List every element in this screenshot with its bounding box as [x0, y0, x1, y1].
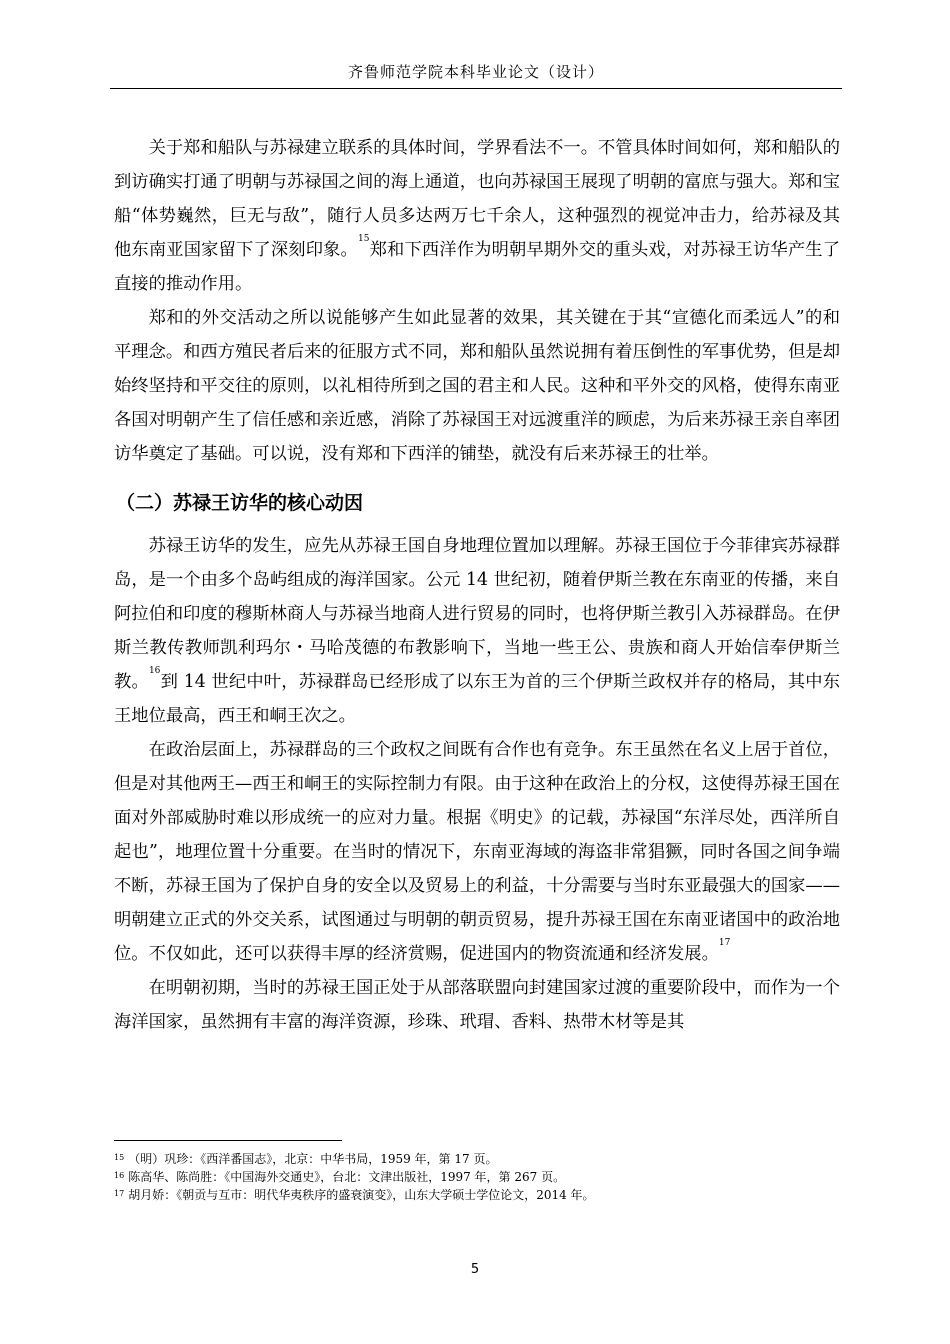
paragraph-text: 郑和的外交活动之所以说能够产生如此显著的效果，其关键在于其“宣德化而柔远人”的和平理念。和西方殖民者后来的征服方式不同，郑和船队虽然说拥有着压倒性的军事优势，但是却始终坚持和平交往的原则，以礼相待所到之国的君主和人民。这种和平外交的风格，使得东南亚各国对明朝产生了信任感和亲近感，消除了苏禄国王对远渡重洋的顾虑，为后来苏禄王亲自率团访华奠定了基础。可以说，没有郑和下西洋的铺垫，就没有后来苏禄王的壮举。	[114, 308, 840, 464]
paragraph-early-ming	[114, 971, 840, 1039]
footnote-number: 17	[114, 1189, 125, 1198]
paragraph-sulu-politics	[114, 733, 840, 971]
paragraph-text: 苏禄王访华的发生，应先从苏禄王国自身地理位置加以理解。苏禄王国位于今菲律宾苏禄群岛，是一个由多个岛屿组成的海洋国家。公元 14 世纪初，随着伊斯兰教在东南亚的传播，来自阿拉伯和印度的穆斯林商人与苏禄当地商人进行贸易的同时，也将伊斯兰教引入苏禄群岛。在伊斯兰教传教师凯利玛尔・马哈茂德的布教影响下，当地一些王公、贵族和商人开始信奉伊斯兰教。	[114, 536, 840, 692]
footnote-text: 胡月娇：《朝贡与互市：明代华夷秩序的盛衰演变》，山东大学硕士学位论文，2014 年。	[128, 1188, 595, 1202]
paragraph-text: 在明朝初期，当时的苏禄王国正处于从部落联盟向封建国家过渡的重要阶段中，而作为一个海洋国家，虽然拥有丰富的海洋资源，珍珠、玳瑁、香料、热带木材等是其	[114, 978, 840, 1032]
paragraph-text-tail: 到 14 世纪中叶，苏禄群岛已经形成了以东王为首的三个伊斯兰政权并存的格局，其中东王地位最高，西王和峒王次之。	[114, 672, 840, 726]
paragraph-text: 关于郑和船队与苏禄建立联系的具体时间，学界看法不一。不管具体时间如何，郑和船队的到访确实打通了明朝与苏禄国之间的海上通道，也向苏禄国王展现了明朝的富庶与强大。郑和宝船“体势巍然，巨无与敌”，随行人员多达两万七千余人，这种强烈的视觉冲击力，给苏禄及其他东南亚国家留下了深刻印象。	[114, 138, 840, 260]
header-divider	[110, 88, 842, 89]
footnote-15	[114, 1150, 840, 1168]
paragraph-sulu-geography	[114, 529, 840, 733]
page-number: 5	[470, 1262, 480, 1277]
paragraph-text: 在政治层面上，苏禄群岛的三个政权之间既有合作也有竞争。东王虽然在名义上居于首位，但是对其他两王—西王和峒王的实际控制力有限。由于这种在政治上的分权，这使得苏禄王国在面对外部威胁时难以形成统一的应对力量。根据《明史》的记载，苏禄国“东洋尽处，西洋所自起也”，地理位置十分重要。在当时的情况下，东南亚海域的海盗非常猖獗，同时各国之间争端不断，苏禄王国为了保护自身的安全以及贸易上的利益，十分需要与当时东亚最强大的国家——明朝建立正式的外交关系，试图通过与明朝的朝贡贸易，提升苏禄王国在东南亚诸国中的政治地位。不仅如此，还可以获得丰厚的经济赏赐，促进国内的物资流通和经济发展。	[114, 740, 840, 964]
section-heading: （二）苏禄王访华的核心动因	[116, 492, 364, 514]
footnote-number: 15	[114, 1153, 125, 1162]
footnote-17	[114, 1186, 840, 1204]
footnote-number: 16	[114, 1171, 125, 1180]
footnote-text: （明）巩珍：《西洋番国志》，北京：中华书局，1959 年，第 17 页。	[128, 1152, 498, 1166]
footnote-ref-16[interactable]: 16	[148, 666, 161, 676]
paragraph-text-tail: 郑和下西洋作为明朝早期外交的重头戏，对苏禄王访华产生了直接的推动作用。	[114, 240, 840, 294]
footnote-16	[114, 1168, 840, 1186]
footnotes	[114, 1150, 840, 1204]
paragraph-zhenghe-contact	[114, 131, 840, 301]
paragraph-zhenghe-diplomacy	[114, 301, 840, 471]
footnote-text: 陈高华、陈尚胜：《中国海外交通史》，台北：文津出版社，1997 年，第 267 页。	[128, 1170, 566, 1184]
body-content	[114, 131, 840, 1039]
footnote-ref-15[interactable]: 15	[357, 234, 370, 244]
footnote-divider	[114, 1140, 342, 1141]
running-header: 齐鲁师范学院本科毕业论文（设计）	[347, 63, 604, 81]
footnote-ref-17[interactable]: 17	[718, 938, 731, 948]
